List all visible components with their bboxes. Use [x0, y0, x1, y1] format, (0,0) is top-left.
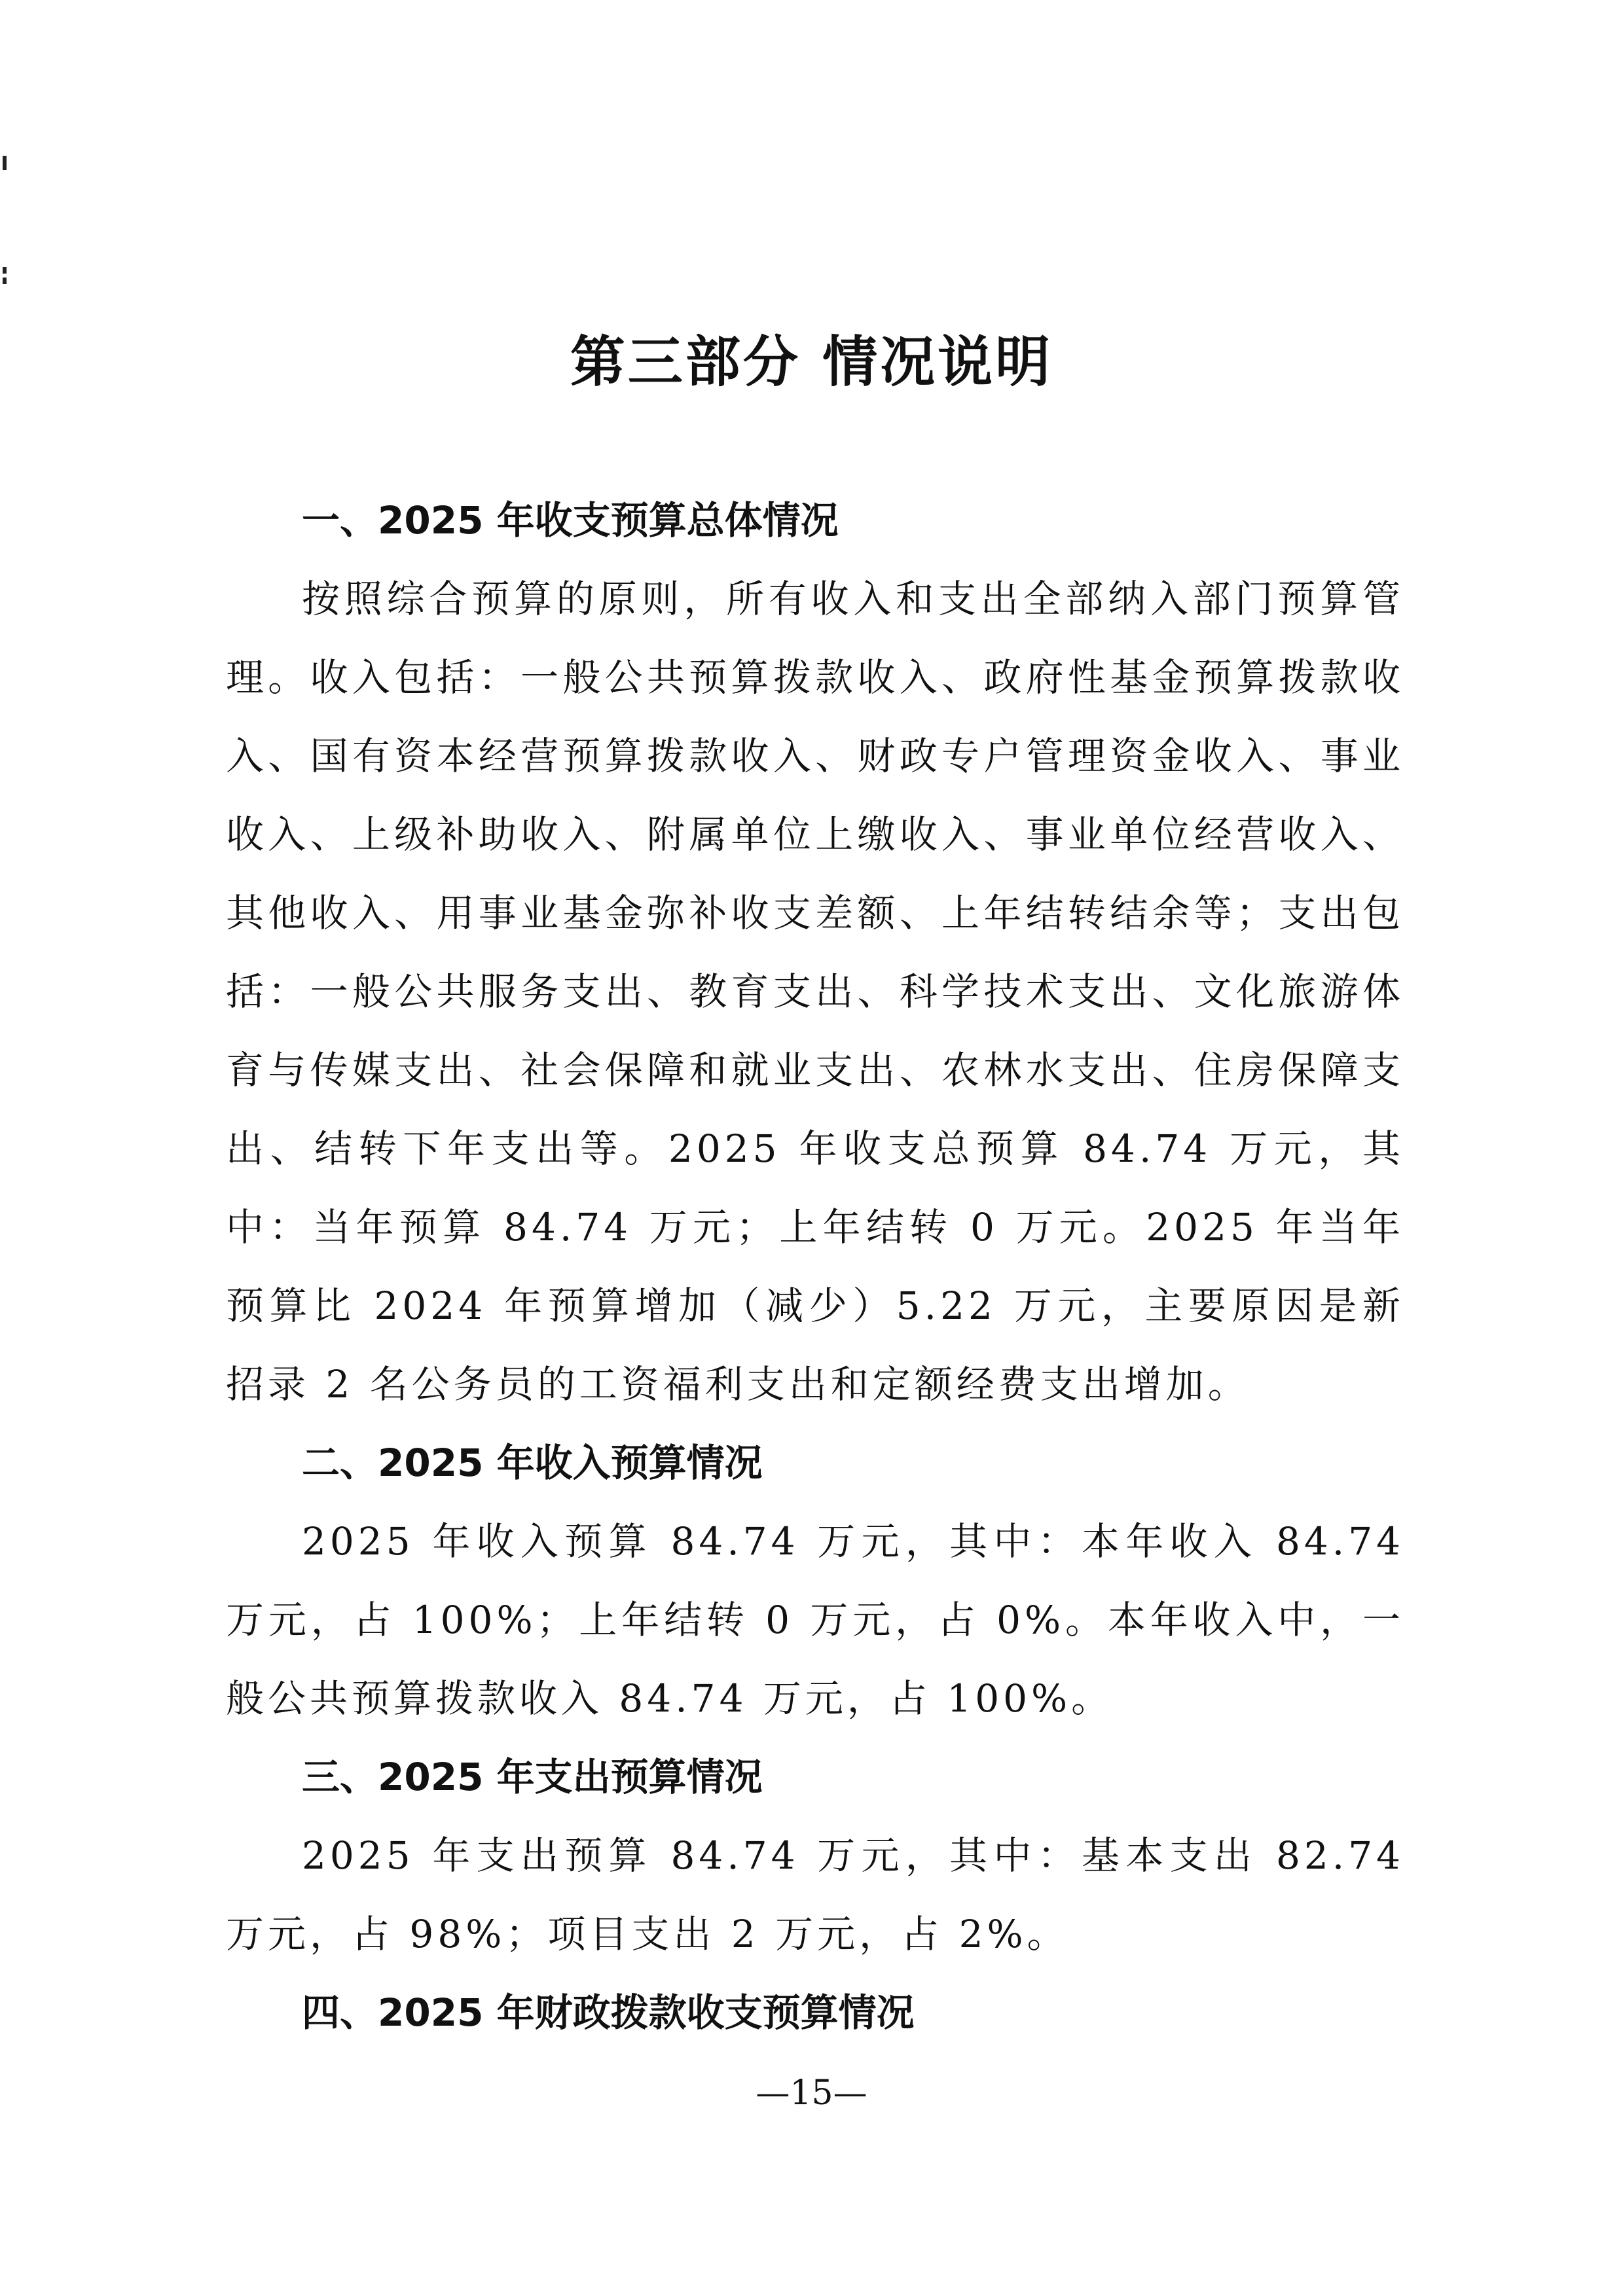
section-heading-4: 四、2025 年财政拨款收支预算情况 — [302, 1990, 915, 2035]
scan-edge-mark — [3, 267, 7, 274]
page-number: —15— — [756, 2073, 867, 2113]
section-heading-1: 一、2025 年收支预算总体情况 — [302, 498, 839, 543]
document-body — [226, 481, 1404, 2052]
section-paragraph-3: 2025 年支出预算 84.74 万元，其中：基本支出 82.74 万元，占 98%；项目支出 2 万元，占 2%。 — [226, 1833, 1404, 1956]
section-heading-3: 三、2025 年支出预算情况 — [302, 1755, 763, 1799]
scan-edge-mark — [3, 278, 7, 284]
section-heading-2: 二、2025 年收入预算情况 — [302, 1441, 763, 1485]
section-paragraph-2: 2025 年收入预算 84.74 万元，其中：本年收入 84.74 万元，占 100%；上年结转 0 万元，占 0%。本年收入中，一般公共预算拨款收入 84.74 万元，占 100%。 — [226, 1519, 1404, 1721]
page-title: 第三部分 情况说明 — [570, 330, 1053, 394]
section-paragraph-1: 按照综合预算的原则，所有收入和支出全部纳入部门预算管理。收入包括：一般公共预算拨款收入、政府性基金预算拨款收入、国有资本经营预算拨款收入、财政专户管理资金收入、事业收入、上级补助收入、附属单位上缴收入、事业单位经营收入、其他收入、用事业基金弥补收支差额、上年结转结余等；支出包括：一般公共服务支出、教育支出、科学技术支出、文化旅游体育与传媒支出、社会保障和就业支出、农林水支出、住房保障支出、结转下年支出等。2025 年收支总预算 84.74 万元，其中：当年预算 84.74 万元；上年结转 0 万元。2025 年当年预算比 2024 年预算增加（减少）5.22 万元，主要原因是新招录 2 名公务员的工资福利支出和定额经费支出增加。 — [226, 577, 1404, 1407]
scan-edge-mark — [3, 156, 7, 170]
